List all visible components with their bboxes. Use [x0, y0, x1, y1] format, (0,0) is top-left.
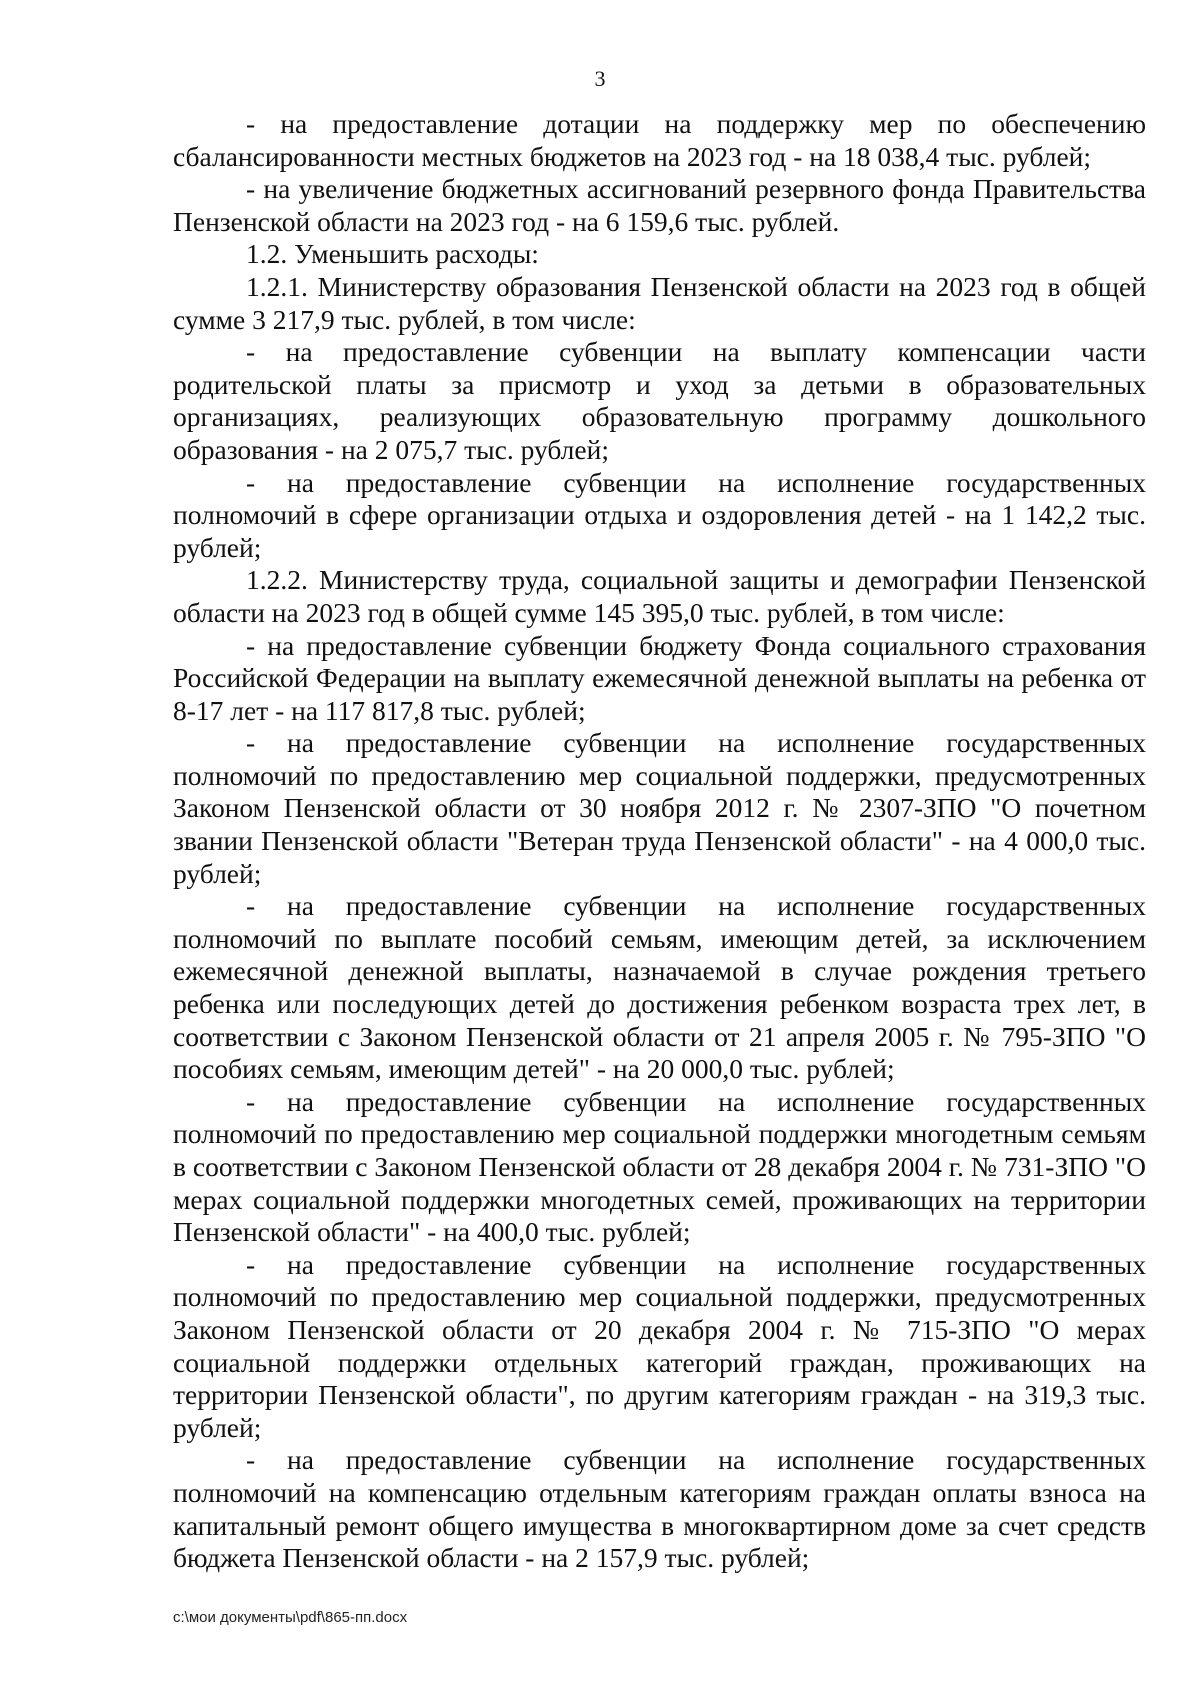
- footer-file-path: c:\мои документы\pdf\865-пп.docx: [173, 1609, 408, 1626]
- paragraph-parental-fee-compensation: - на предоставление субвенции на выплату компенсации части родительской платы за присмотр и уход за детьми в образовательных организациях, реализующих образовательную программу дошкольного образования - на 2 075,7 тыс. рублей;: [173, 336, 1146, 465]
- paragraph-labor-veteran: - на предоставление субвенции на исполнение государственных полномочий по предоставлению мер социальной поддержки, предусмотренных Законом Пензенской области от 30 ноября 2012 г. № 2307-ЗПО "О почетном звании Пензенской области "Ветеран труда Пензенской области" - на 4 000,0 тыс. рублей;: [173, 727, 1146, 889]
- paragraph-citizen-categories: - на предоставление субвенции на исполнение государственных полномочий по предоставлению мер социальной поддержки, предусмотренных Законом Пензенской области от 20 декабря 2004 г. № 715-ЗПО "О мерах социальной поддержки отдельных категорий граждан, проживающих на территории Пензенской области", по другим категориям граждан - на 319,3 тыс. рублей;: [173, 1248, 1146, 1443]
- paragraph-ministry-labor: 1.2.2. Министерству труда, социальной защиты и демографии Пензенской области на 2023 год в общей сумме 145 395,0 тыс. рублей, в том числе:: [173, 564, 1146, 628]
- document-body: [173, 108, 1146, 1575]
- paragraph-children-recreation: - на предоставление субвенции на исполнение государственных полномочий в сфере организации отдыха и оздоровления детей - на 1 142,2 тыс. рублей;: [173, 466, 1146, 563]
- paragraph-subsidy-balance: - на предоставление дотации на поддержку мер по обеспечению сбалансированности местных бюджетов на 2023 год - на 18 038,4 тыс. рублей;: [173, 108, 1146, 172]
- paragraph-family-allowances: - на предоставление субвенции на исполнение государственных полномочий по выплате пособий семьям, имеющим детей, за исключением ежемесячной денежной выплаты, назначаемой в случае рождения третьего ребенка или последующих детей до достижения ребенком возраста трех лет, в соответствии с Законом Пензенской области от 21 апреля 2005 г. № 795-ЗПО "О пособиях семьям, имеющим детей" - на 20 000,0 тыс. рублей;: [173, 890, 1146, 1085]
- section-heading-reduce-expenses: 1.2. Уменьшить расходы:: [246, 238, 539, 270]
- paragraph-social-insurance-fund: - на предоставление субвенции бюджету Фонда социального страхования Российской Федерации на выплату ежемесячной денежной выплаты на ребенка от 8-17 лет - на 117 817,8 тыс. рублей;: [173, 629, 1146, 726]
- paragraph-large-families: - на предоставление субвенции на исполнение государственных полномочий по предоставлению мер социальной поддержки многодетным семьям в соответствии с Законом Пензенской области от 28 декабря 2004 г. № 731-ЗПО "О мерах социальной поддержки многодетных семей, проживающих на территории Пензенской области" - на 400,0 тыс. рублей;: [173, 1085, 1146, 1248]
- paragraph-capital-repair-compensation: - на предоставление субвенции на исполнение государственных полномочий на компенсацию отдельным категориям граждан оплаты взноса на капитальный ремонт общего имущества в многоквартирном доме за счет средств бюджета Пензенской области - на 2 157,9 тыс. рублей;: [173, 1444, 1146, 1574]
- paragraph-reserve-fund: - на увеличение бюджетных ассигнований резервного фонда Правительства Пензенской области на 2023 год - на 6 159,6 тыс. рублей.: [173, 173, 1146, 237]
- paragraph-ministry-education: 1.2.1. Министерству образования Пензенской области на 2023 год в общей сумме 3 217,9 тыс. рублей, в том числе:: [173, 270, 1146, 335]
- page-number: 3: [594, 66, 606, 91]
